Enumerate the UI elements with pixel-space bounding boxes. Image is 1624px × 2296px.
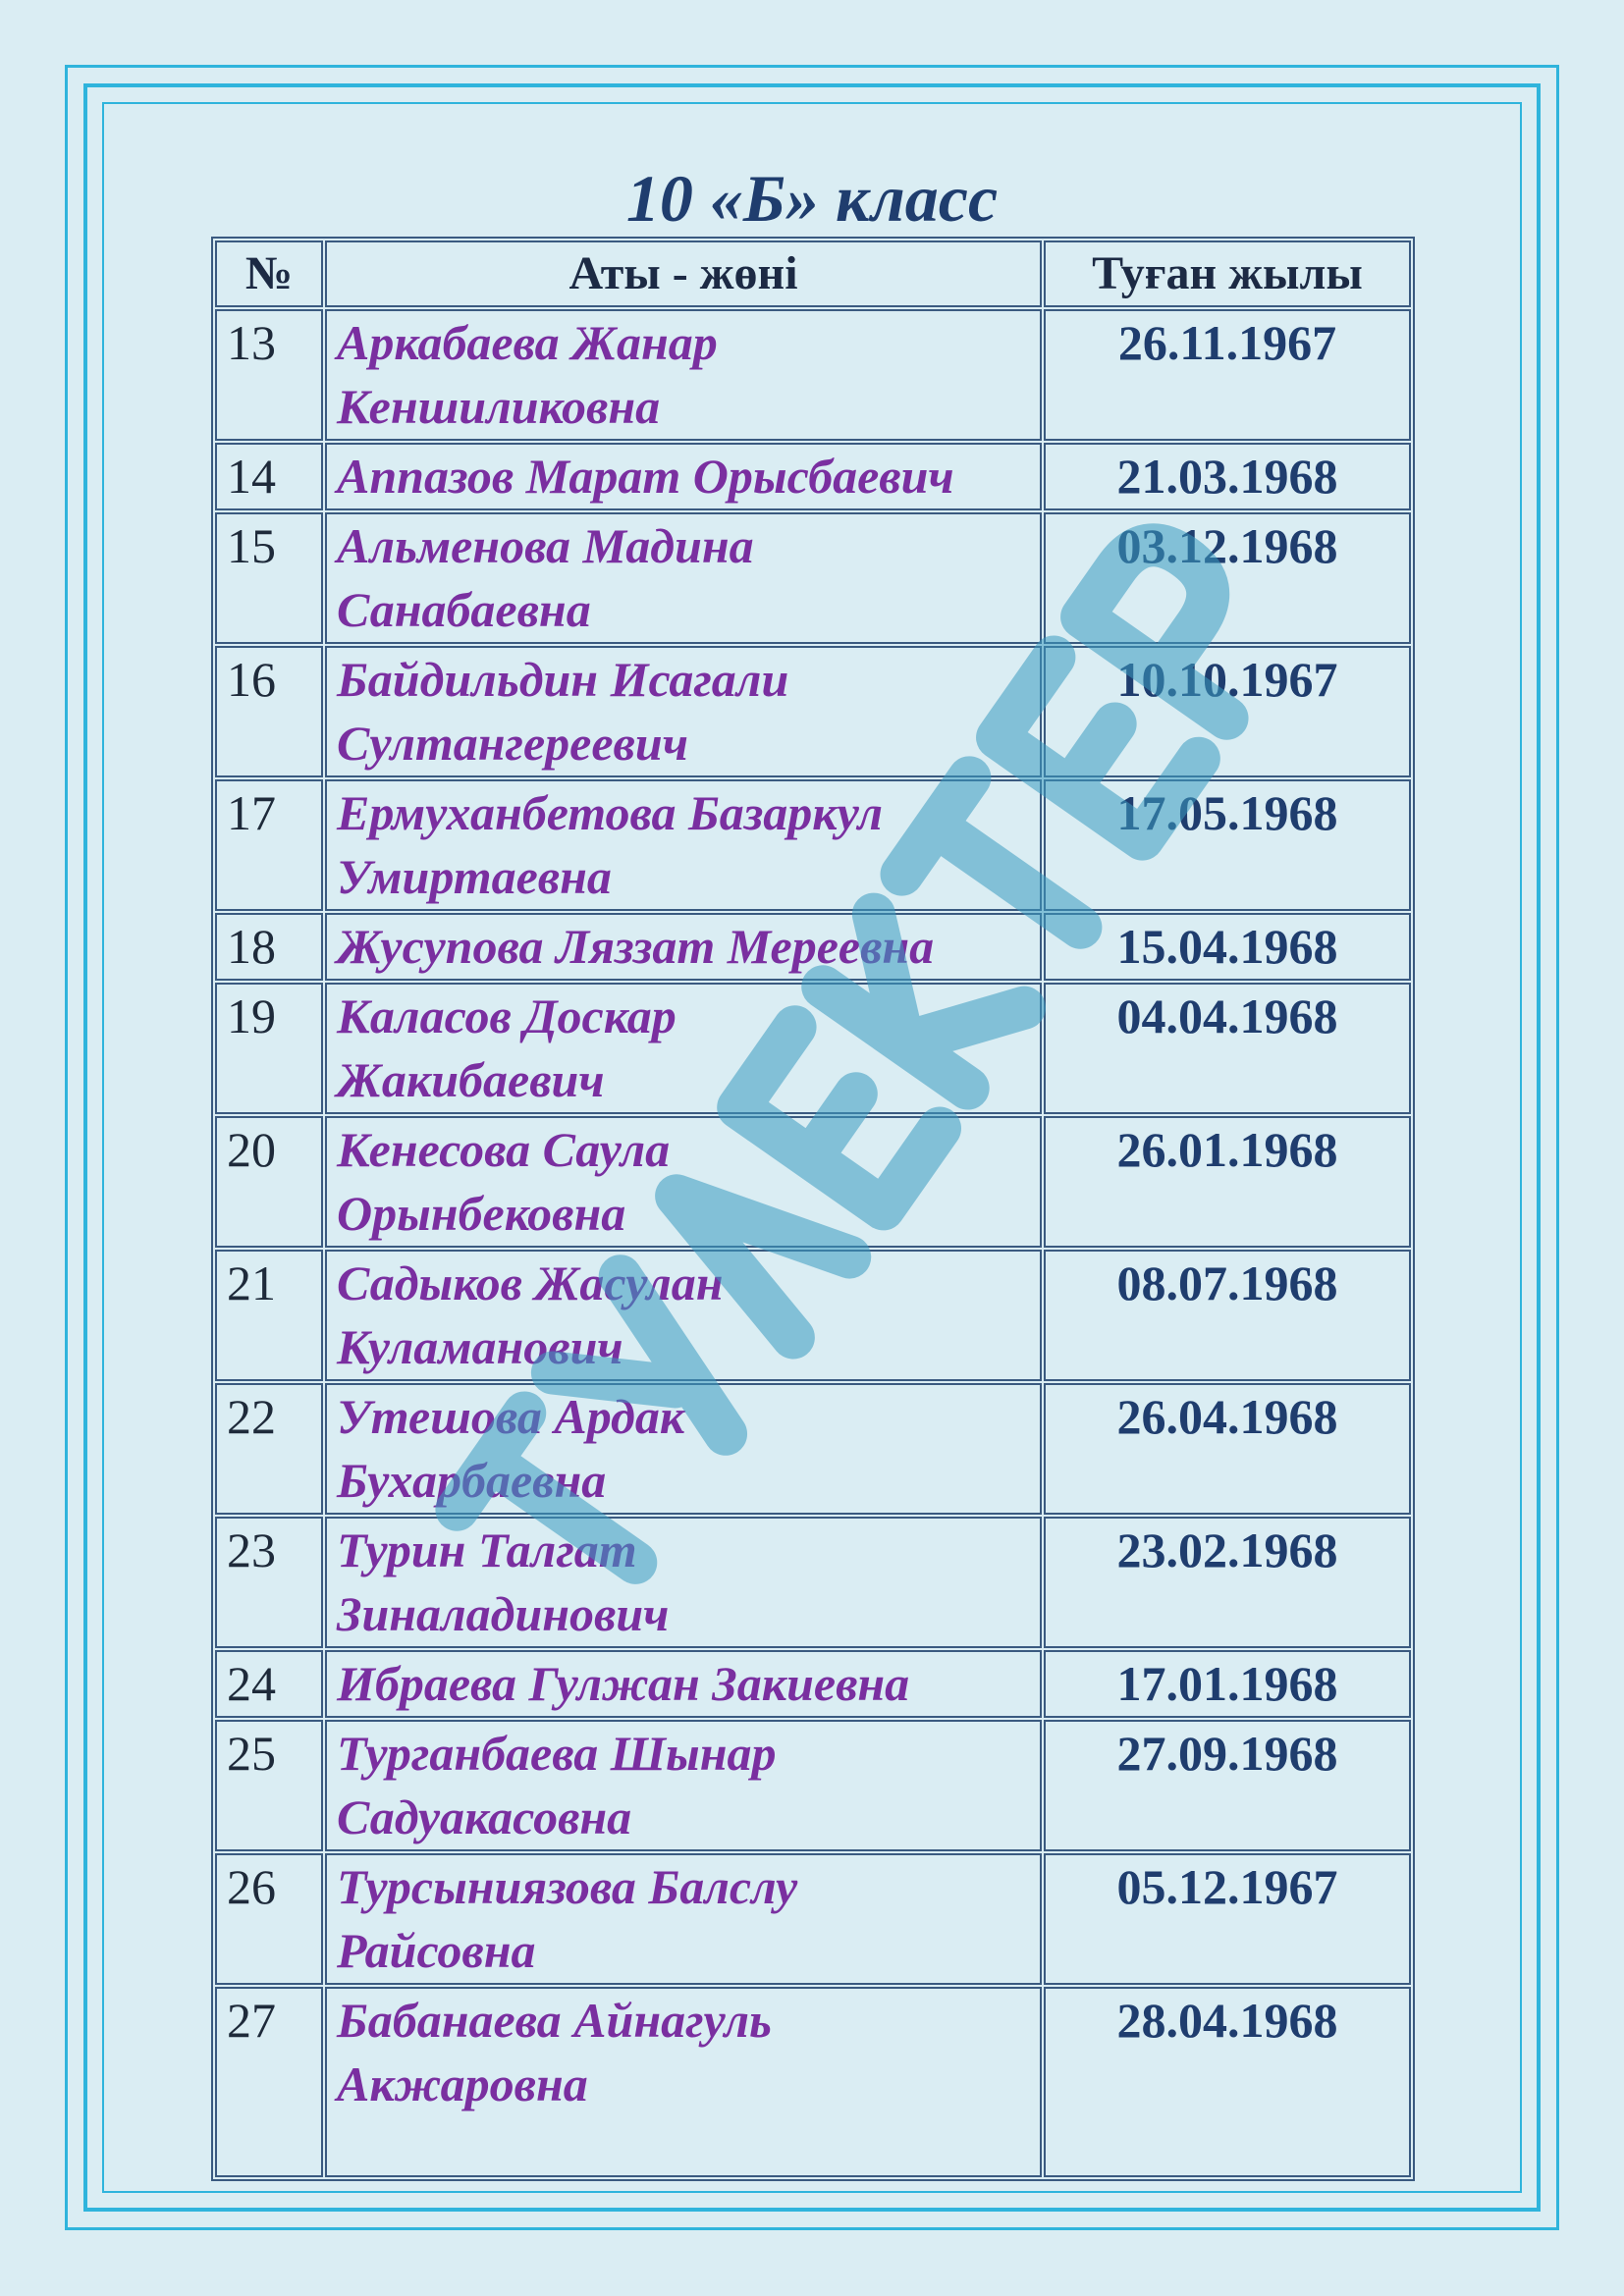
table-row: [215, 983, 1411, 1114]
student-name: Ибраева Гулжан Закиевна: [325, 1650, 1042, 1718]
row-number: 22: [215, 1383, 323, 1515]
birth-date: 15.04.1968: [1044, 913, 1411, 981]
birth-date: 10.10.1967: [1044, 646, 1411, 777]
birth-date: 28.04.1968: [1044, 1987, 1411, 2177]
table-row: [215, 1383, 1411, 1515]
row-number: 20: [215, 1116, 323, 1248]
birth-date: 23.02.1968: [1044, 1517, 1411, 1648]
student-name: Аппазов Марат Орысбаевич: [325, 443, 1042, 510]
student-name: Турганбаева Шынар Садуакасовна: [325, 1720, 1042, 1851]
row-number: 27: [215, 1987, 323, 2177]
student-name: Байдильдин Исагали Султангереевич: [325, 646, 1042, 777]
header-number: №: [215, 240, 323, 307]
table-row: [215, 779, 1411, 911]
table-row: [215, 512, 1411, 644]
birth-date: 05.12.1967: [1044, 1853, 1411, 1985]
birth-date: 17.01.1968: [1044, 1650, 1411, 1718]
birth-date: 21.03.1968: [1044, 443, 1411, 510]
student-name: Жусупова Ляззат Мереевна: [325, 913, 1042, 981]
table-row: [215, 646, 1411, 777]
table-row: [215, 309, 1411, 441]
row-number: 26: [215, 1853, 323, 1985]
birth-date: 04.04.1968: [1044, 983, 1411, 1114]
birth-date: 26.04.1968: [1044, 1383, 1411, 1515]
table-row: [215, 443, 1411, 510]
page-title: 10 «Б» класс: [625, 161, 999, 236]
row-number: 14: [215, 443, 323, 510]
birth-date: 03.12.1968: [1044, 512, 1411, 644]
header-full-name: Аты - жөні: [325, 240, 1042, 307]
row-number: 21: [215, 1250, 323, 1381]
student-name: Садыков Жасулан Куламанович: [325, 1250, 1042, 1381]
student-name: Бабанаева Айнагуль Акжаровна: [325, 1987, 1042, 2177]
table-row: [215, 1987, 1411, 2177]
table-row: [215, 1650, 1411, 1718]
row-number: 15: [215, 512, 323, 644]
row-number: 25: [215, 1720, 323, 1851]
student-name: Утешова Ардак Бухарбаевна: [325, 1383, 1042, 1515]
birth-date: 26.11.1967: [1044, 309, 1411, 441]
row-number: 16: [215, 646, 323, 777]
student-name: Альменова Мадина Санабаевна: [325, 512, 1042, 644]
student-name: Аркабаева Жанар Кеншиликовна: [325, 309, 1042, 441]
table-row: [215, 1517, 1411, 1648]
table-row: [215, 1720, 1411, 1851]
header-birth-date: Туған жылы: [1044, 240, 1411, 307]
birth-date: 27.09.1968: [1044, 1720, 1411, 1851]
student-name: Кенесова Саула Орынбековна: [325, 1116, 1042, 1248]
table-row: [215, 1250, 1411, 1381]
row-number: 19: [215, 983, 323, 1114]
birth-date: 26.01.1968: [1044, 1116, 1411, 1248]
class-roster-table: [211, 237, 1415, 2181]
row-number: 13: [215, 309, 323, 441]
student-name: Турин Талгат Зиналадинович: [325, 1517, 1042, 1648]
birth-date: 08.07.1968: [1044, 1250, 1411, 1381]
row-number: 23: [215, 1517, 323, 1648]
table-header-row: [215, 240, 1411, 307]
row-number: 24: [215, 1650, 323, 1718]
student-name: Каласов Доскар Жакибаевич: [325, 983, 1042, 1114]
row-number: 17: [215, 779, 323, 911]
row-number: 18: [215, 913, 323, 981]
table-row: [215, 1116, 1411, 1248]
table-row: [215, 913, 1411, 981]
student-name: Турсыниязова Балслу Райсовна: [325, 1853, 1042, 1985]
table-row: [215, 1853, 1411, 1985]
student-name: Ермуханбетова Базаркул Умиртаевна: [325, 779, 1042, 911]
birth-date: 17.05.1968: [1044, 779, 1411, 911]
